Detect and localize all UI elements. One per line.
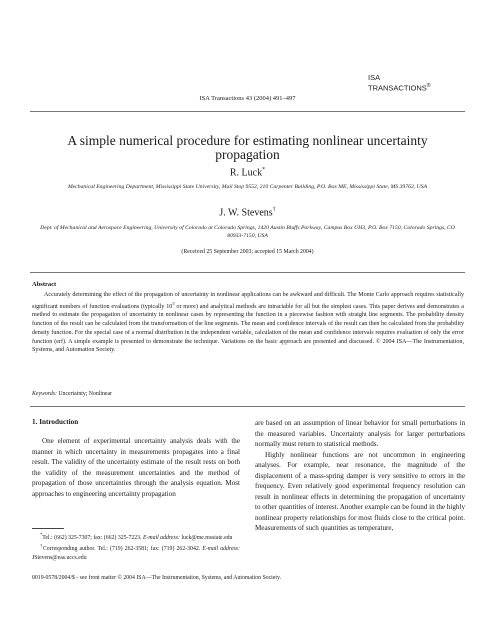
footnote-2-email-label: E-mail address: bbox=[202, 546, 240, 553]
abstract-exponent: 5 bbox=[172, 300, 175, 306]
section-heading-introduction: 1. Introduction bbox=[32, 418, 79, 426]
registered-mark: ® bbox=[426, 83, 431, 89]
header-rule bbox=[30, 111, 465, 112]
author-2-affiliation: Dept. of Mechanical and Aerospace Engineering, University of Colorado at Colorado Springs, 1420 Austin Bluffs Parkway, Campus Box UH3, P.O. Box 7150, Colorado Springs, CO 80933-7150, USA bbox=[40, 225, 455, 239]
footnote-2-email: JStevens@eas.uccs.edu bbox=[32, 554, 87, 561]
journal-reference: ISA Transactions 43 (2004) 491–497 bbox=[199, 95, 296, 102]
journal-logo-line2: TRANSACTIONS bbox=[368, 83, 427, 93]
author-1-name: R. Luck bbox=[229, 167, 263, 179]
abstract-top-rule bbox=[30, 272, 465, 273]
abstract-heading: Abstract bbox=[32, 281, 57, 288]
author-1-mark: * bbox=[262, 167, 266, 173]
author-2-name: J. W. Stevens bbox=[219, 207, 273, 219]
author-2-mark: † bbox=[272, 207, 276, 213]
keywords bbox=[32, 391, 112, 397]
left-column bbox=[32, 418, 240, 499]
footnote-2-text: Corresponding author. Tel.: (719) 262-3581; fax: (719) 262-3042. bbox=[42, 546, 203, 553]
abstract-bottom-rule bbox=[30, 406, 465, 407]
footnote-1-mark: * bbox=[40, 532, 43, 537]
footnote-1 bbox=[32, 531, 240, 542]
abstract-text-b: or more) and analytical methods are intractable for all but the simplest cases. This paper derives and demonstrates a method to estimate the propagation of uncertainty in nonlinear cases by representing the function in a piecewise fashion with straight line segments. The probability density function of the result can be calculated from the transformation of the line segments. The mean and confidence intervals of the result can then be calculated from the probability density function. For the special case of a normal distribution in the independent variable, calculation of the mean and confidence intervals requires evaluation of only the error function (erf). A simple example is presented to demonstrate the technique. Variations on the basic approach are presented and discussed. © 2004 ISA—The Instrumentation, Systems, and Automation Society. bbox=[32, 303, 464, 354]
author-1 bbox=[0, 167, 495, 178]
keywords-label: Keywords: bbox=[32, 391, 57, 397]
right-column bbox=[255, 418, 465, 534]
keywords-value: Uncertainty; Nonlinear bbox=[58, 391, 112, 397]
author-2 bbox=[0, 207, 495, 218]
intro-paragraph-2: Highly nonlinear functions are not uncommon in engineering analyses. For example, near resonance, the magnitude of the displacement of a mass-spring damper is very sensitive to errors in the frequency. Even relatively good experimental frequency resolution can result in nonlinear effects in determining the propagation of uncertainty to other quantities of interest. Another example can be found in the highly nonlinear property relationships for most fluids close to the critical point. Measurements of such quantities as temperature, bbox=[255, 450, 465, 533]
intro-paragraph-1-continued: are based on an assumption of linear behavior for small perturbations in the measured variables. Uncertainty analysis for larger perturbations normally must return to statistical methods. bbox=[255, 419, 465, 449]
received-dates: (Received 25 September 2003; accepted 15 March 2004) bbox=[181, 249, 314, 255]
footnote-1-email: luck@me.msstate.edu bbox=[179, 534, 233, 541]
copyright-footer: 0019-0578/2004/$ - see front matter © 2004 ISA—The Instrumentation, Systems, and Automation Society. bbox=[32, 575, 281, 581]
footnote-1-text: Tel.: (662) 325-7307; fax: (662) 325-7223. bbox=[42, 534, 143, 541]
footnotes bbox=[32, 531, 240, 562]
footnote-2-mark: † bbox=[40, 543, 43, 549]
journal-logo bbox=[368, 73, 430, 93]
footnote-2 bbox=[32, 542, 240, 562]
footnote-1-email-label: E-mail address: bbox=[142, 534, 180, 541]
footnote-rule bbox=[32, 528, 64, 529]
journal-logo-line1: ISA bbox=[368, 73, 381, 82]
abstract-body bbox=[32, 291, 464, 355]
author-1-affiliation: Mechanical Engineering Department, Mississippi State University, Mail Stop 9552, 210 Carpenter Building, P.O. Box ME, Mississippi State, MS 39762, USA bbox=[67, 184, 428, 190]
intro-paragraph-1: One element of experimental uncertainty analysis deals with the manner in which uncertainty in measurements propagates into a final result. The validity of the uncertainty estimate of the result rests on both the validity of the measurement uncertainties and the method of propagation of those uncertainties through the analysis equation. Most approaches to engineering uncertainty propagation bbox=[32, 437, 240, 498]
paper-title: A simple numerical procedure for estimating nonlinear uncertainty propagation bbox=[67, 133, 428, 162]
abstract-text-a: Accurately determining the effect of the propagation of uncertainty in nonlinear applications can be awkward and difficult. The Monte Carlo approach requires statistically significant numbers of function evaluations (typically 10 bbox=[32, 292, 464, 310]
